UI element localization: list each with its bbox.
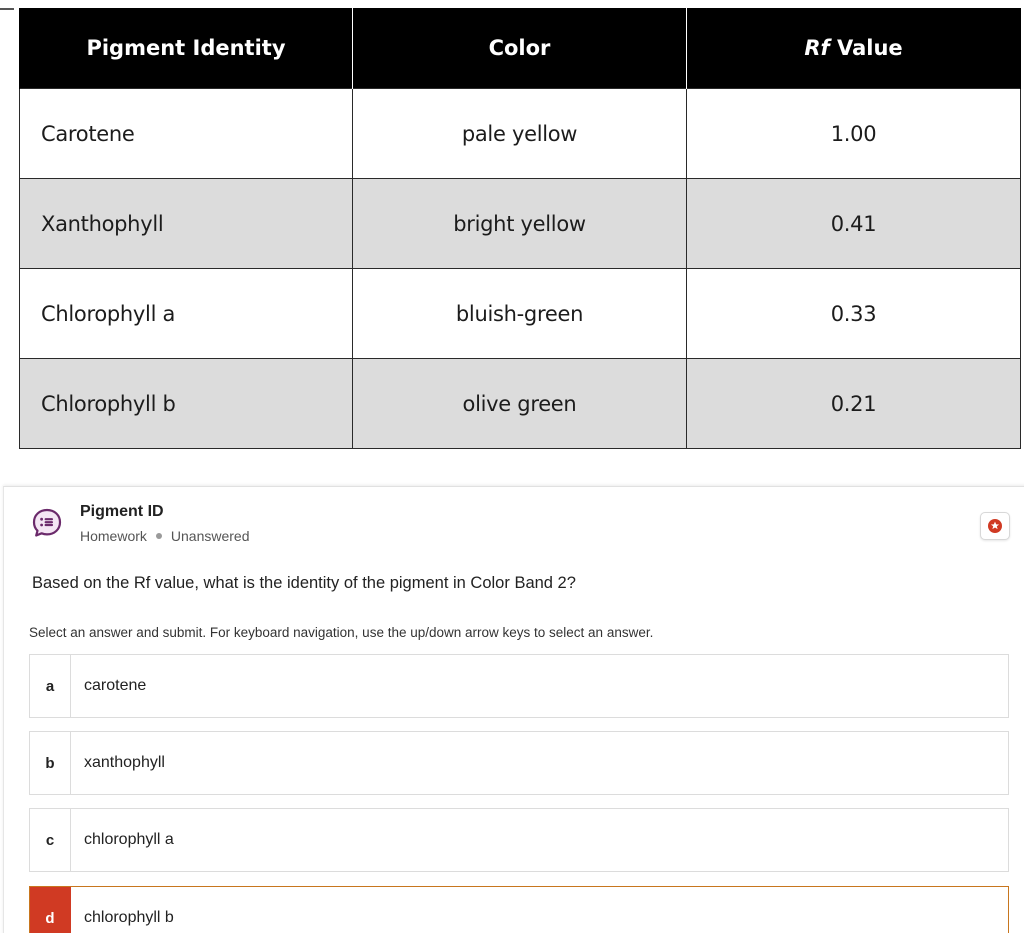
header-color: Color: [353, 8, 687, 89]
separator-dot: [156, 533, 162, 539]
header-rf-prefix: Rf: [804, 36, 830, 60]
cell-color: pale yellow: [353, 89, 687, 179]
option-letter: c: [30, 809, 71, 871]
question-list-icon: [32, 508, 62, 538]
option-text: chlorophyll b: [84, 909, 174, 926]
question-text: Based on the Rf value, what is the identity of the pigment in Color Band 2?: [32, 574, 576, 592]
cell-color: bluish-green: [353, 269, 687, 359]
cell-rf: 0.33: [687, 269, 1021, 359]
cell-pigment: Carotene: [20, 89, 353, 179]
table-row: [20, 269, 1021, 359]
option-letter: b: [30, 732, 71, 794]
question-type: Homework: [80, 528, 147, 544]
cell-pigment: Chlorophyll b: [20, 359, 353, 449]
cell-rf: 0.21: [687, 359, 1021, 449]
header-pigment-identity: Pigment Identity: [20, 8, 353, 89]
question-instructions: Select an answer and submit. For keyboard navigation, use the up/down arrow keys to select an answer.: [29, 625, 654, 640]
table-row: [20, 359, 1021, 449]
header-rf-value: [687, 8, 1021, 89]
table-header-row: [20, 8, 1021, 89]
cell-rf: 0.41: [687, 179, 1021, 269]
table-row: [20, 179, 1021, 269]
cell-rf: 1.00: [687, 89, 1021, 179]
answer-option-a[interactable]: [29, 654, 1009, 718]
question-card: [3, 486, 1024, 933]
option-text: carotene: [84, 677, 147, 694]
flag-button[interactable]: [980, 512, 1010, 540]
cell-pigment: Xanthophyll: [20, 179, 353, 269]
pigment-table: [19, 8, 1021, 449]
option-letter: d: [30, 887, 71, 933]
answer-option-d[interactable]: [29, 886, 1009, 933]
option-letter: a: [30, 655, 71, 717]
option-text: xanthophyll: [84, 754, 165, 771]
cell-color: olive green: [353, 359, 687, 449]
edge-mark: [0, 8, 14, 10]
answer-option-b[interactable]: [29, 731, 1009, 795]
answer-option-c[interactable]: [29, 808, 1009, 872]
question-status: Unanswered: [170, 528, 250, 544]
question-title: Pigment ID: [80, 503, 164, 520]
flag-badge-icon: [987, 518, 1003, 534]
cell-pigment: Chlorophyll a: [20, 269, 353, 359]
option-text: chlorophyll a: [84, 831, 174, 848]
header-value-label: Value: [836, 36, 903, 60]
cell-color: bright yellow: [353, 179, 687, 269]
table-row: [20, 89, 1021, 179]
question-meta: [80, 528, 250, 544]
